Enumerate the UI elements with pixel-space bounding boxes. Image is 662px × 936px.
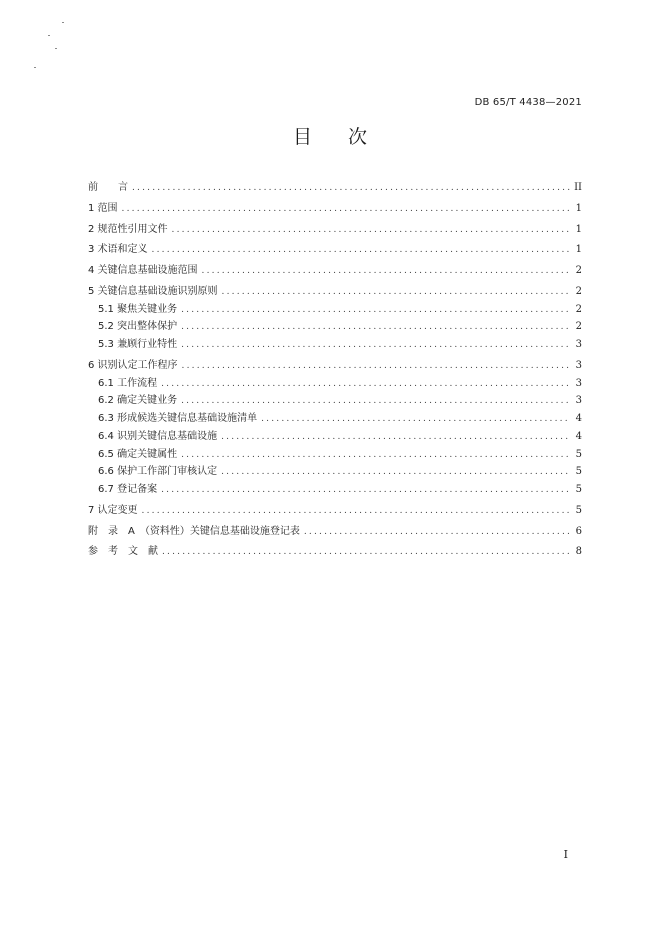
toc-entry-cii-scope[interactable] <box>88 262 582 280</box>
toc-leader-dots <box>162 544 570 562</box>
toc-entry-page: 1 <box>575 202 582 214</box>
toc-entry-label: 1 范围 <box>88 202 118 214</box>
toc-entry-page: 4 <box>575 430 582 442</box>
toc-entry-page: 2 <box>575 265 582 276</box>
toc-entry-label: 6 识别认定工作程序 <box>88 359 178 371</box>
toc-entry-label: 6.7 登记备案 <box>98 484 158 495</box>
toc-leader-dots <box>181 337 570 355</box>
toc-entry-5-2[interactable] <box>88 318 582 336</box>
toc-entry-label: 3 术语和定义 <box>88 244 148 256</box>
toc-entry-page: 2 <box>575 321 582 333</box>
toc-entry-6-4[interactable] <box>88 428 582 446</box>
toc-leader-dots <box>304 524 570 542</box>
toc-entry-5-1[interactable] <box>88 301 582 319</box>
toc-entry-page: 5 <box>575 448 582 460</box>
toc-entry-6-7[interactable] <box>88 481 582 499</box>
toc-entry-label: 6.2 确定关键业务 <box>98 395 178 407</box>
toc-leader-dots <box>222 284 570 302</box>
toc-leader-dots <box>181 393 570 411</box>
toc-entry-page: 3 <box>575 377 582 389</box>
toc-entry-page: 2 <box>575 303 582 315</box>
toc-leader-dots <box>181 319 570 337</box>
toc-leader-dots <box>172 222 570 240</box>
toc-entry-label: 5.2 突出整体保护 <box>98 321 178 333</box>
toc-entry-bibliography[interactable] <box>88 543 582 561</box>
toc-entry-page: II <box>574 182 582 193</box>
toc-entry-page: 6 <box>575 525 582 537</box>
toc-entry-6-1[interactable] <box>88 375 582 393</box>
toc-entry-identification-procedure[interactable] <box>88 357 582 375</box>
toc-entry-appendix-a[interactable] <box>88 523 582 541</box>
page-title <box>0 122 662 149</box>
toc-leader-dots <box>261 411 570 429</box>
toc-entry-label: 6.3 形成候选关键信息基础设施清单 <box>98 413 258 424</box>
toc-leader-dots <box>152 242 570 260</box>
title-char-left: 目 <box>292 126 314 148</box>
toc-entry-6-5[interactable] <box>88 446 582 464</box>
scan-speck <box>62 22 64 23</box>
toc-entry-label: 6.1 工作流程 <box>98 377 158 389</box>
toc-entry-terms[interactable] <box>88 241 582 259</box>
toc-entry-6-3[interactable] <box>88 410 582 428</box>
toc-entry-page: 2 <box>575 285 582 297</box>
toc-entry-label: 6.6 保护工作部门审核认定 <box>98 466 218 478</box>
toc-leader-dots <box>202 263 570 281</box>
toc-leader-dots <box>142 503 570 521</box>
toc-entry-scope[interactable] <box>88 200 582 218</box>
toc-leader-dots <box>122 201 570 219</box>
toc-entry-label: 5.1 聚焦关键业务 <box>98 303 178 315</box>
toc-entry-label: 5.3 兼顾行业特性 <box>98 339 178 350</box>
toc-leader-dots <box>182 358 570 376</box>
toc-entry-change[interactable] <box>88 502 582 520</box>
toc-entry-label: 附 录 A （资料性）关键信息基础设施登记表 <box>88 525 300 537</box>
toc-entry-normative-references[interactable] <box>88 221 582 239</box>
toc-entry-label: 参 考 文 献 <box>88 546 158 558</box>
toc-entry-label: 6.5 确定关键属性 <box>98 448 178 460</box>
toc-entry-label: 6.4 识别关键信息基础设施 <box>98 430 218 442</box>
toc-leader-dots <box>161 376 570 394</box>
toc-leader-dots <box>181 302 570 320</box>
toc-entry-6-2[interactable] <box>88 392 582 410</box>
toc-leader-dots <box>181 447 570 465</box>
toc-entry-page: 5 <box>575 484 582 495</box>
toc-leader-dots <box>221 429 570 447</box>
toc-entry-label: 7 认定变更 <box>88 504 138 516</box>
toc-entry-label: 2 规范性引用文件 <box>88 223 168 235</box>
toc-entry-identification-principles[interactable] <box>88 283 582 301</box>
document-code: DB 65/T 4438—2021 <box>474 97 582 108</box>
toc-entry-label: 前 言 <box>88 182 128 193</box>
toc-entry-page: 5 <box>575 504 582 516</box>
toc-entry-page: 3 <box>575 395 582 407</box>
toc-leader-dots <box>221 464 570 482</box>
scan-speck <box>48 35 50 36</box>
toc-entry-6-6[interactable] <box>88 463 582 481</box>
toc-leader-dots <box>161 482 570 500</box>
toc-entry-5-3[interactable] <box>88 336 582 354</box>
toc-entry-page: 3 <box>575 359 582 371</box>
toc-entry-page: 5 <box>575 466 582 478</box>
table-of-contents <box>88 179 582 561</box>
toc-entry-label: 4 关键信息基础设施范围 <box>88 265 198 276</box>
toc-entry-page: 1 <box>575 223 582 235</box>
scan-speck <box>55 48 57 49</box>
toc-entry-foreword[interactable] <box>88 179 582 197</box>
page-number: I <box>563 848 568 861</box>
toc-leader-dots <box>132 180 570 198</box>
scan-speck <box>34 67 36 68</box>
toc-entry-page: 8 <box>575 546 582 558</box>
toc-entry-page: 4 <box>575 413 582 424</box>
toc-entry-page: 1 <box>575 244 582 256</box>
toc-entry-page: 3 <box>575 339 582 350</box>
title-char-right: 次 <box>348 126 370 148</box>
toc-entry-label: 5 关键信息基础设施识别原则 <box>88 285 218 297</box>
